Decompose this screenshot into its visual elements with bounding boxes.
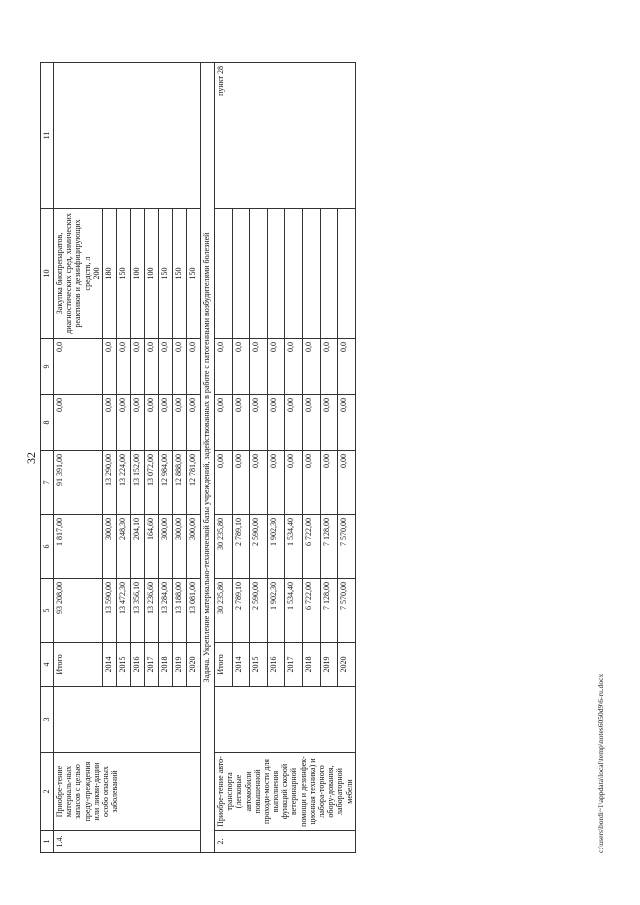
year-cell: 2017: [144, 643, 158, 687]
year-cell: 2016: [130, 643, 144, 687]
republic-budget-cell: 7 128,00: [320, 515, 338, 579]
measure-cell: [285, 209, 303, 339]
other-sources-cell: 0,00: [302, 395, 320, 451]
year-cell: 2019: [172, 643, 186, 687]
row-number: 1.4.: [54, 831, 201, 853]
local-budget-cell: 0,00: [285, 451, 303, 515]
row-name: Приобре-тение авто-транспорта (легковые автомобили повышенной проходи-мости для выполнения функций скорой ветеринарной помощи и дезинфек-ционная техника) и лабора-торного обору-дования, лабораторной мебели: [214, 753, 355, 831]
executor-cell: [54, 687, 201, 753]
republic-budget-cell: 300,00: [158, 515, 172, 579]
task-title: Задача. Укрепление материально-технической базы учреждений, задействованных в работе с патогенными возбудителями болезней: [200, 63, 214, 853]
reference-cell: пункт 28: [214, 63, 355, 209]
republic-budget-cell: 204,10: [130, 515, 144, 579]
total-amount-cell: 13 284,00: [158, 579, 172, 643]
republic-budget-cell: 6 722,00: [302, 515, 320, 579]
col-number: 5: [41, 579, 54, 643]
col-number: 9: [41, 339, 54, 395]
local-budget-cell: 12 888,00: [172, 451, 186, 515]
total-amount-cell: 13 356,10: [130, 579, 144, 643]
extra-cell: 0,0: [54, 339, 103, 395]
other-sources-cell: 0,00: [144, 395, 158, 451]
measure-cell: [214, 209, 232, 339]
total-amount-cell: 2 590,00: [250, 579, 268, 643]
other-sources-cell: 0,00: [158, 395, 172, 451]
measure-text: Закупка биопрепаратов, диагностических сред, химических реактивов и дезинфицирующих средств, л: [55, 213, 92, 334]
measure-value-cell: 150: [116, 209, 130, 339]
local-budget-cell: 0,00: [338, 451, 356, 515]
measure-cell: [267, 209, 285, 339]
other-sources-cell: 0,00: [102, 395, 116, 451]
other-sources-cell: 0,00: [186, 395, 200, 451]
measure-cell: [302, 209, 320, 339]
other-sources-cell: 0,00: [285, 395, 303, 451]
republic-budget-cell: 1 902,30: [267, 515, 285, 579]
republic-budget-cell: 1 534,40: [285, 515, 303, 579]
local-budget-cell: 0,00: [302, 451, 320, 515]
measure-cell: [232, 209, 250, 339]
program-table: [40, 62, 356, 853]
col-number: 1: [41, 831, 54, 853]
other-sources-cell: 0,00: [130, 395, 144, 451]
other-sources-cell: 0,00: [54, 395, 103, 451]
extra-cell: 0,0: [186, 339, 200, 395]
col-number: 10: [41, 209, 54, 339]
other-sources-cell: 0,00: [232, 395, 250, 451]
extra-cell: 0,0: [214, 339, 232, 395]
table-row: [214, 63, 232, 853]
republic-budget-cell: 1 817,00: [54, 515, 103, 579]
measure-value: 200: [91, 267, 101, 280]
other-sources-cell: 0,00: [214, 395, 232, 451]
republic-budget-cell: 300,00: [102, 515, 116, 579]
col-number: 2: [41, 753, 54, 831]
row-name: Приобре-тение материаль-ных запасов с целью преду-преждения или ликви-дации особо опасных заболеваний: [54, 753, 201, 831]
task-row: [200, 63, 214, 853]
year-cell: 2018: [158, 643, 172, 687]
republic-budget-cell: 300,00: [172, 515, 186, 579]
local-budget-cell: 0,00: [232, 451, 250, 515]
local-budget-cell: 12 984,00: [158, 451, 172, 515]
measure-value-cell: 150: [158, 209, 172, 339]
total-amount-cell: 13 188,00: [172, 579, 186, 643]
total-amount-cell: 13 081,00: [186, 579, 200, 643]
republic-budget-cell: 2 789,10: [232, 515, 250, 579]
year-cell: 2015: [116, 643, 130, 687]
extra-cell: 0,0: [172, 339, 186, 395]
column-number-row: [41, 63, 54, 853]
year-cell: 2019: [320, 643, 338, 687]
total-amount-cell: 30 235,80: [214, 579, 232, 643]
year-cell: 2018: [302, 643, 320, 687]
col-number: 6: [41, 515, 54, 579]
other-sources-cell: 0,00: [172, 395, 186, 451]
extra-cell: 0,0: [320, 339, 338, 395]
local-budget-cell: 12 781,00: [186, 451, 200, 515]
total-amount-cell: 13 472,30: [116, 579, 130, 643]
other-sources-cell: 0,00: [116, 395, 130, 451]
page-number: 32: [24, 452, 38, 464]
local-budget-cell: 13 152,00: [130, 451, 144, 515]
col11-cell: [54, 63, 201, 209]
table-row: [54, 63, 103, 853]
local-budget-cell: 0,00: [214, 451, 232, 515]
republic-budget-cell: 7 570,00: [338, 515, 356, 579]
local-budget-cell: 91 391,00: [54, 451, 103, 515]
extra-cell: 0,0: [302, 339, 320, 395]
extra-cell: 0,0: [285, 339, 303, 395]
year-cell: 2020: [186, 643, 200, 687]
measure-cell: [54, 209, 103, 339]
row-number: 2.: [214, 831, 355, 853]
measure-cell: [250, 209, 268, 339]
measure-cell: [320, 209, 338, 339]
other-sources-cell: 0,00: [320, 395, 338, 451]
executor-cell: [214, 687, 355, 753]
other-sources-cell: 0,00: [338, 395, 356, 451]
total-amount-cell: 93 208,00: [54, 579, 103, 643]
total-amount-cell: 13 590,00: [102, 579, 116, 643]
extra-cell: 0,0: [144, 339, 158, 395]
col-number: 4: [41, 643, 54, 687]
year-cell: Итого: [54, 643, 103, 687]
footer-path: c:\users\bordi~1\appdata\local\temp\notes6050d9\6-ru.docx: [596, 673, 605, 853]
extra-cell: 0,0: [232, 339, 250, 395]
republic-budget-cell: 300,00: [186, 515, 200, 579]
extra-cell: 0,0: [130, 339, 144, 395]
extra-cell: 0,0: [158, 339, 172, 395]
local-budget-cell: 13 072,00: [144, 451, 158, 515]
republic-budget-cell: 164,60: [144, 515, 158, 579]
extra-cell: 0,0: [250, 339, 268, 395]
republic-budget-cell: 2 590,00: [250, 515, 268, 579]
extra-cell: 0,0: [116, 339, 130, 395]
measure-value-cell: 100: [130, 209, 144, 339]
extra-cell: 0,0: [102, 339, 116, 395]
local-budget-cell: 0,00: [250, 451, 268, 515]
total-amount-cell: 7 570,00: [338, 579, 356, 643]
total-amount-cell: 1 534,40: [285, 579, 303, 643]
republic-budget-cell: 30 235,80: [214, 515, 232, 579]
republic-budget-cell: 248,30: [116, 515, 130, 579]
total-amount-cell: 1 902,30: [267, 579, 285, 643]
measure-value-cell: 180: [102, 209, 116, 339]
year-cell: 2014: [232, 643, 250, 687]
year-cell: 2017: [285, 643, 303, 687]
extra-cell: 0,0: [267, 339, 285, 395]
year-cell: 2016: [267, 643, 285, 687]
measure-cell: [338, 209, 356, 339]
other-sources-cell: 0,00: [250, 395, 268, 451]
measure-value-cell: 150: [186, 209, 200, 339]
year-cell: 2015: [250, 643, 268, 687]
total-amount-cell: 7 128,00: [320, 579, 338, 643]
col-number: 7: [41, 451, 54, 515]
year-cell: Итого: [214, 643, 232, 687]
local-budget-cell: 0,00: [267, 451, 285, 515]
col-number: 11: [41, 63, 54, 209]
year-cell: 2014: [102, 643, 116, 687]
other-sources-cell: 0,00: [267, 395, 285, 451]
extra-cell: 0,0: [338, 339, 356, 395]
measure-value-cell: 100: [144, 209, 158, 339]
local-budget-cell: 0,00: [320, 451, 338, 515]
year-cell: 2020: [338, 643, 356, 687]
total-amount-cell: 6 722,00: [302, 579, 320, 643]
local-budget-cell: 13 290,00: [102, 451, 116, 515]
col-number: 8: [41, 395, 54, 451]
total-amount-cell: 13 236,60: [144, 579, 158, 643]
local-budget-cell: 13 224,00: [116, 451, 130, 515]
measure-value-cell: 150: [172, 209, 186, 339]
col-number: 3: [41, 687, 54, 753]
total-amount-cell: 2 789,10: [232, 579, 250, 643]
